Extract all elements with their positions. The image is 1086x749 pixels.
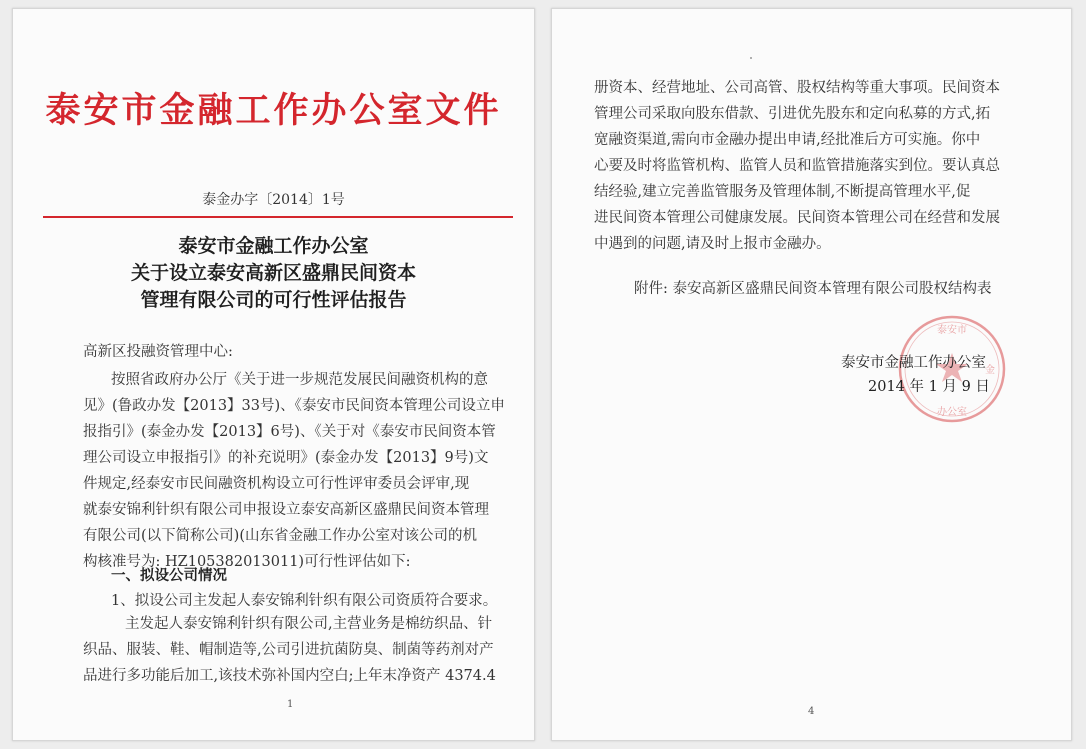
paragraph-line: 进民间资本管理公司健康发展。民间资本管理公司在经营和发展 — [594, 210, 1000, 226]
paragraph-line: 见》(鲁政办发【2013】33号)、《泰安市民间资本管理公司设立申 — [83, 398, 505, 414]
recipient-line: 高新区投融资管理中心: — [83, 344, 233, 360]
signature-date: 2014 年 1 月 9 日 — [868, 379, 990, 395]
attachment-line: 附件: 泰安高新区盛鼎民间资本管理有限公司股权结构表 — [634, 281, 992, 297]
numbered-item-1: 1、拟设公司主发起人泰安锦利针织有限公司资质符合要求。 — [111, 593, 498, 609]
document-page-1 — [12, 8, 535, 741]
paragraph-line: 管理公司采取向股东借款、引进优先股东和定向私募的方式,拓 — [594, 106, 991, 122]
document-page-4 — [551, 8, 1072, 741]
paragraph-line: 件规定,经泰安市民间融资机构设立可行性评审委员会评审,现 — [83, 476, 470, 492]
paragraph-line: 按照省政府办公厅《关于进一步规范发展民间融资机构的意 — [111, 372, 488, 388]
svg-text:办公室: 办公室 — [937, 407, 967, 418]
svg-text:金: 金 — [985, 365, 995, 376]
paragraph-line: 宽融资渠道,需向市金融办提出申请,经批准后方可实施。你中 — [594, 132, 981, 148]
body-paragraph-continued — [594, 75, 1034, 257]
scan-speck — [750, 57, 752, 59]
paragraph-line: 册资本、经营地址、公司高管、股权结构等重大事项。民间资本 — [594, 80, 1000, 96]
report-title-line: 管理有限公司的可行性评估报告 — [140, 289, 407, 311]
body-paragraph-2 — [83, 611, 496, 689]
svg-text:泰安市: 泰安市 — [937, 325, 967, 336]
page-number: 4 — [808, 706, 815, 717]
paragraph-line: 主发起人泰安锦利针织有限公司,主营业务是棉纺织品、针 — [125, 616, 493, 632]
paragraph-line: 品进行多功能后加工,该技术弥补国内空白;上年末净资产 4374.4 — [83, 668, 496, 684]
report-title-line: 关于设立泰安高新区盛鼎民间资本 — [130, 262, 416, 284]
document-header-title: 泰安市金融工作办公室文件 — [45, 90, 502, 131]
report-title-line: 泰安市金融工作办公室 — [178, 235, 369, 257]
section-heading: 一、拟设公司情况 — [111, 567, 227, 584]
paragraph-line: 有限公司(以下简称公司)(山东省金融工作办公室对该公司的机 — [83, 528, 477, 544]
paragraph-line: 心要及时将监管机构、监管人员和监管措施落实到位。要认真总 — [594, 158, 1000, 174]
header-divider — [43, 216, 513, 218]
paragraph-line: 构核准号为: HZ105382013011)可行性评估如下: — [83, 554, 411, 570]
paragraph-line: 中遇到的问题,请及时上报市金融办。 — [594, 236, 831, 252]
paragraph-line: 就泰安锦利针织有限公司申报设立泰安高新区盛鼎民间资本管理 — [83, 502, 489, 518]
body-paragraph-1 — [83, 367, 505, 575]
paragraph-line: 织品、服装、鞋、帽制造等,公司引进抗菌防臭、制菌等药剂对产 — [83, 642, 494, 658]
paragraph-line: 理公司设立申报指引》的补充说明》(泰金办发【2013】9号)文 — [83, 450, 489, 466]
signature-organization: 泰安市金融工作办公室 — [841, 355, 986, 371]
report-title — [13, 233, 534, 314]
paragraph-line: 结经验,建立完善监管服务及管理体制,不断提高管理水平,促 — [594, 184, 971, 200]
page-number: 1 — [287, 699, 294, 710]
paragraph-line: 报指引》(泰金办发【2013】6号)、《关于对《泰安市民间资本管 — [83, 424, 496, 440]
document-number: 泰金办字〔2014〕1号 — [202, 192, 345, 208]
